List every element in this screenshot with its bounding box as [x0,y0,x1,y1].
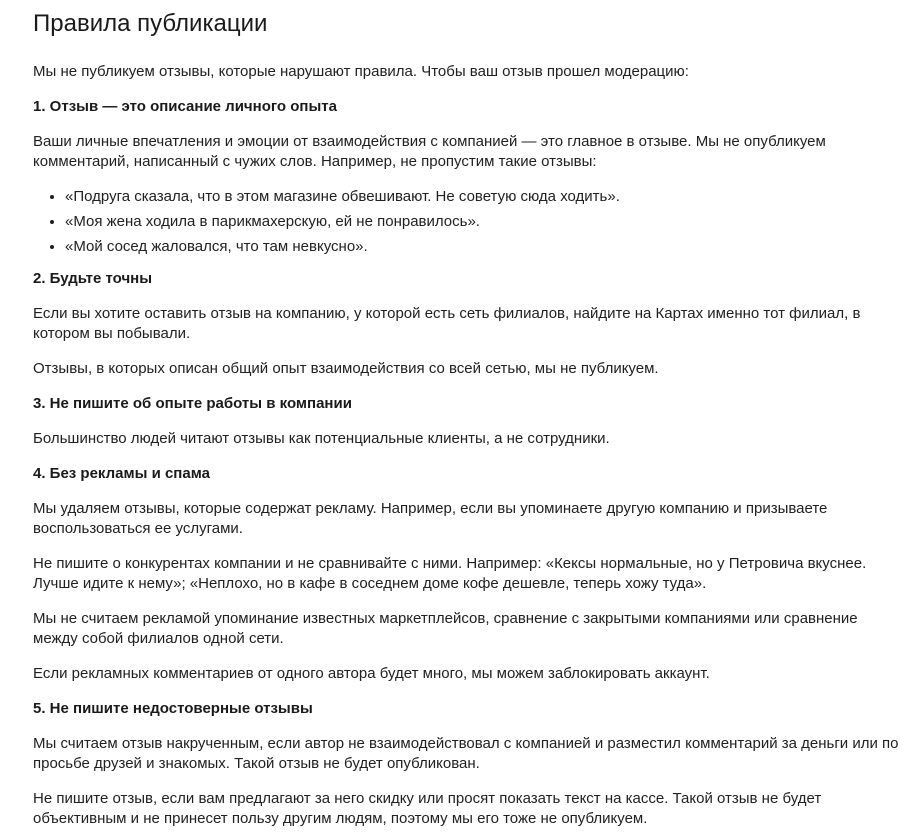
section-1-paragraph-1: Ваши личные впечатления и эмоции от взаимодействия с компанией — это главное в отзыве. Мы не опубликуем комментарий, написанный с чужих слов. Например, не пропустим такие отзывы: [33,133,826,170]
page-title: Правила публикации [33,10,268,37]
section-1-heading: 1. Отзыв — это описание личного опыта [33,98,337,115]
section-2-paragraph-2: Отзывы, в которых описан общий опыт взаимодействия со всей сетью, мы не публикуем. [33,360,659,377]
section-2-paragraph-1: Если вы хотите оставить отзыв на компанию, у которой есть сеть филиалов, найдите на Картах именно тот филиал, в котором вы побывали. [33,305,861,342]
section-5-heading: 5. Не пишите недостоверные отзывы [33,700,313,717]
section-4-paragraph-3: Мы не считаем рекламой упоминание известных маркетплейсов, сравнение с закрытыми компаниями или сравнение между собой филиалов одной сети. [33,610,858,647]
list-item: • «Моя жена ходила в парикмахерскую, ей не понравилось». [65,212,903,232]
list-item: • «Подруга сказала, что в этом магазине обвешивают. Не советую сюда ходить». [65,187,903,207]
section-5-paragraph-1: Мы считаем отзыв накрученным, если автор не взаимодействовал с компанией и разместил комментарий за деньги или по просьбе друзей и знакомых. Такой отзыв не будет опубликован. [33,735,899,772]
section-4-paragraph-4: Если рекламных комментариев от одного автора будет много, мы можем заблокировать аккаунт. [33,665,710,682]
section-3-heading: 3. Не пишите об опыте работы в компании [33,395,352,412]
section-2-heading: 2. Будьте точны [33,270,153,287]
section-3-paragraph-1: Большинство людей читают отзывы как потенциальные клиенты, а не сотрудники. [33,430,610,447]
list-item: • «Мой сосед жаловался, что там невкусно». [65,237,903,257]
section-1-examples-list [33,187,903,257]
intro-text: Мы не публикуем отзывы, которые нарушают правила. Чтобы ваш отзыв прошел модерацию: [33,63,689,80]
section-4-heading: 4. Без рекламы и спама [33,465,210,482]
section-5-paragraph-2: Не пишите отзыв, если вам предлагают за него скидку или просят показать текст на кассе. Такой отзыв не будет объективным и не принесет пользу другим людям, поэтому мы его тоже не опубликуем. [33,790,822,827]
section-4-paragraph-1: Мы удаляем отзывы, которые содержат рекламу. Например, если вы упоминаете другую компанию и призываете воспользоваться ее услугами. [33,500,828,537]
section-4-paragraph-2: Не пишите о конкурентах компании и не сравнивайте с ними. Например: «Кексы нормальные, но у Петровича вкуснее. Лучше идите к нему»; «Неплохо, но в кафе в соседнем доме кофе дешевле, теперь хожу туда». [33,555,867,592]
